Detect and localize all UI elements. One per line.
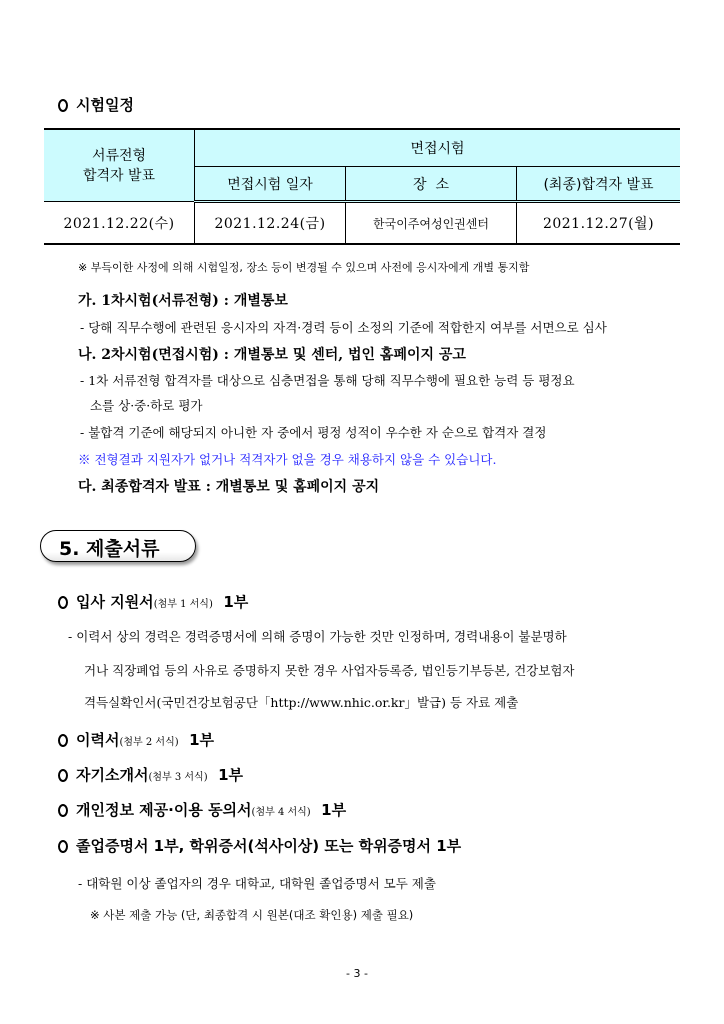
cell-place: 한국이주여성인권센터	[346, 202, 517, 245]
circle-bullet-icon	[58, 769, 68, 782]
circle-bullet-icon	[58, 99, 68, 112]
header-final-announcement: (최종)합격자 발표	[517, 167, 681, 202]
circle-bullet-icon	[58, 596, 68, 609]
header-interview-date: 면접시험 일자	[195, 167, 346, 202]
doc-item-application: 입사 지원서(첨부 1 서식) 1부	[58, 591, 248, 612]
doc-item1-desc-line1: - 이력서 상의 경력은 경력증명서에 의해 증명이 가능한 것만 인정하며, 경력내용이 불분명하	[68, 629, 567, 644]
cell-final-date: 2021.12.27(월)	[517, 202, 681, 245]
stage-na-title: 나. 2차시험(면접시험) : 개별통보 및 센터, 법인 홈페이지 공고	[78, 347, 466, 363]
schedule-change-note: ※ 부득이한 사정에 의해 시험일정, 장소 등이 변경될 수 있으며 사전에 응시자에게 개별 통지함	[78, 261, 530, 274]
cell-document-result-date: 2021.12.22(수)	[44, 202, 195, 245]
doc-item-self-intro: 자기소개서(첨부 3 서식) 1부	[58, 764, 243, 785]
stage-da-title: 다. 최종합격자 발표 : 개별통보 및 홈페이지 공지	[78, 479, 380, 495]
doc-item1-desc-line3: 격득실확인서(국민건강보험공단「http://www.nhic.or.kr」발급) 등 자료 제출	[84, 695, 519, 710]
schedule-table	[44, 128, 680, 245]
stage-ga-title: 가. 1차시험(서류전형) : 개별통보	[78, 293, 288, 309]
header-interview-group: 면접시험	[195, 129, 681, 167]
circle-bullet-icon	[58, 804, 68, 817]
doc-item5-note: ※ 사본 제출 가능 (단, 최종합격 시 원본(대조 확인용) 제출 필요)	[90, 908, 414, 922]
stage-na-desc1-line1: - 1차 서류전형 합격자를 대상으로 심층면접을 통해 당해 직무수행에 필요한 능력 등 평정요	[80, 373, 575, 388]
doc-item1-desc-line2: 거나 직장폐업 등의 사유로 증명하지 못한 경우 사업자등록증, 법인등기부등본, 건강보험자	[84, 663, 575, 678]
page-number: - 3 -	[346, 967, 368, 980]
doc-item5-desc: - 대학원 이상 졸업자의 경우 대학교, 대학원 졸업증명서 모두 제출	[78, 876, 436, 891]
doc-item-privacy-consent: 개인정보 제공·이용 동의서(첨부 4 서식) 1부	[58, 799, 346, 820]
doc-item-diploma: 졸업증명서 1부, 학위증서(석사이상) 또는 학위증명서 1부	[58, 835, 461, 856]
stage-na-desc2: - 불합격 기준에 해당되지 아니한 자 중에서 평정 성적이 우수한 자 순으로 합격자 결정	[80, 425, 547, 440]
stage-na-desc1-line2: 소를 상·중·하로 평가	[90, 398, 203, 413]
circle-bullet-icon	[58, 840, 68, 853]
section-badge-documents: 5. 제출서류	[40, 530, 196, 562]
stage-na-notice: ※ 전형결과 지원자가 없거나 적격자가 없을 경우 채용하지 않을 수 있습니다.	[78, 452, 497, 467]
stage-ga-desc: - 당해 직무수행에 관련된 응시자의 자격·경력 등이 소정의 기준에 적합한지 여부를 서면으로 심사	[80, 320, 607, 335]
circle-bullet-icon	[58, 734, 68, 747]
header-place: 장 소	[346, 167, 517, 202]
schedule-heading: 시험일정	[58, 94, 134, 115]
cell-interview-date: 2021.12.24(금)	[195, 202, 346, 245]
doc-item-resume: 이력서(첨부 2 서식) 1부	[58, 729, 214, 750]
header-document-screening: 서류전형 합격자 발표	[44, 129, 195, 202]
